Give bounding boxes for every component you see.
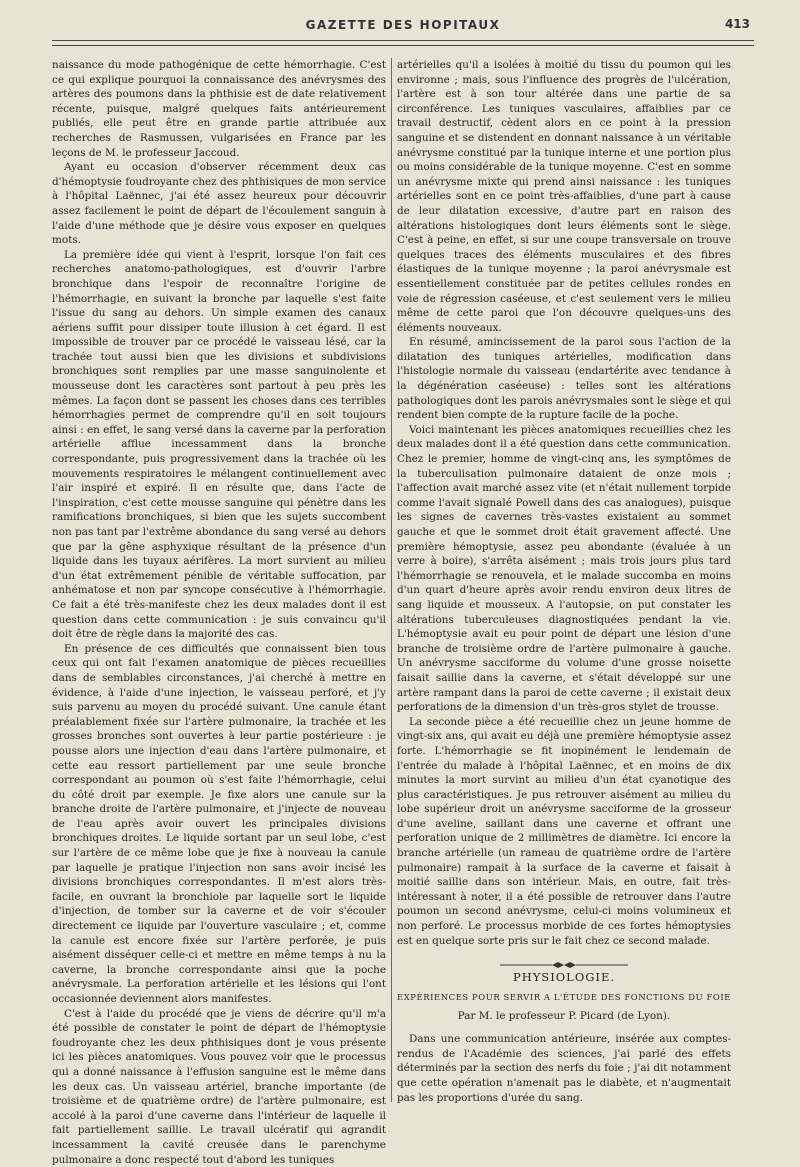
ornament-rule-icon — [494, 960, 634, 970]
section-author: Par M. le professeur P. Picard (de Lyon). — [397, 1010, 731, 1022]
paragraph: La seconde pièce a été recueillie chez un jeune homme de vingt-six ans, qui avait eu déjà une première hémoptysie assez forte. L'hémorrhagie se fit inopinément le lendemain de l'entrée du malade à l'hôpital Laënnec, et en moins de dix minutes la mort survint au milieu d'un état cyanotique des plus caractéristiques. Je pus retrouver aisément au milieu du lobe supérieur droit un anévrysme sacciforme de la grosseur d'une aveline, saillant dans une caverne et offrant une perforation unique de 2 millimètres de diamètre. Ici encore la branche artérielle (un rameau de quatrième ordre de l'artère pulmonaire) rampait à la surface de la caverne et faisait à moitié saillie dans son intérieur. Mais, en outre, fait très-intéressant à noter, il a été possible de retrouver dans l'autre poumon un second anévrysme, celui-ci moins volumineux et non perforé. Le processus morbide de ces fortes hémoptysies est en quelque sorte pris sur le fait chez ce second malade. — [397, 715, 731, 949]
section-title: PHYSIOLOGIE. — [397, 970, 731, 984]
paragraph: En résumé, amincissement de la paroi sous l'action de la dilatation des tuniques artérielles, modification dans l'histologie normale du vaisseau (endartérite avec tendance à la dégénération caséeuse) : telles sont les altérations pathologiques dont les parois anévrysmales sont le siège et qui rendent bien compte de la rupture facile de la poche. — [397, 335, 731, 423]
paragraph: En présence de ces difficultés que connaissent bien tous ceux qui ont fait l'examen anatomique de pièces recueillies dans de semblables circonstances, j'ai cherché à mettre en évidence, à l'aide d'une injection, le vaisseau perforé, et j'y suis parvenu au moyen du procédé suivant. Une canule étant préalablement fixée sur l'artère pulmonaire, la trachée et les grosses bronches sont ouvertes à leur partie postérieure : je pousse alors une injection d'eau dans l'artère pulmonaire, et cette eau ressort partiellement par une seule bronche correspondant au poumon où s'est faite l'hémorrhagie, celui du côté droit par exemple. Je fixe alors une canule sur la branche droite de l'artère pulmonaire, et j'injecte de nouveau de l'eau après avoir ouvert les principales divisions bronchiques droites. Le liquide sortant par un seul lobe, c'est sur l'artère de ce même lobe que je fixe à nouveau la canule par laquelle je pratique l'injection non sans avoir incisé les divisions bronchiques correspondantes. Il m'est alors très-facile, en ouvrant la bronchiole par laquelle sort le liquide d'injection, de tomber sur la caverne et de voir s'écouler directement ce liquide par l'ouverture vasculaire ; et, comme la canule est encore fixée sur l'artère perforée, je puis aisément disséquer celle-ci et mettre en même temps à nu la caverne, la bronche correspondante ainsi que la poche anévrysmale. La perforation artérielle et les lésions qui l'ont occasionnée deviennent alors manifestes. — [52, 642, 386, 1007]
article-columns — [52, 58, 754, 1102]
paragraph: Voici maintenant les pièces anatomiques recueillies chez les deux malades dont il a été question dans cette communication. Chez le premier, homme de vingt-cinq ans, les symptômes de la tuberculisation pulmonaire dataient de onze mois ; l'affection avait marché assez vite (et n'était nullement torpide comme l'avait signalé Powell dans des cas analogues), puisque les signes de cavernes très-vastes existaient au sommet gauche et que le sommet droit était gravement affecté. Une première hémoptysie, assez peu abondante (évaluée à un verre à boire), s'arrêta aisément ; mais trois jours plus tard l'hémorrhagie se renouvela, et le malade succomba en moins d'un quart d'heure après avoir rendu environ deux litres de sang liquide et mousseux. A l'autopsie, on put constater les altérations tuberculeuses diagnostiquées pendant la vie. L'hémoptysie avait eu pour point de départ une lésion d'une branche de troisième ordre de l'artère pulmonaire à gauche. Un anévrysme sacciforme du volume d'une grosse noisette faisait saillie dans la caverne, et s'était développé sur une artère rampant dans la paroi de cette caverne ; il existait deux perforations de la dimension d'un très-gros stylet de trousse. — [397, 423, 731, 715]
paragraph: C'est à l'aide du procédé que je viens de décrire qu'il m'a été possible de constater le point de départ de l'hémoptysie foudroyante chez les deux phthisiques dont je vous présente ici les pièces anatomiques. Vous pouvez voir que le processus qui a donné naissance à l'effusion sanguine est le même dans les deux cas. Un vaisseau artériel, branche importante (de troisième et de quatrième ordre) de l'artère pulmonaire, est accolé à la paroi d'une caverne dans l'intérieur de laquelle il fait partiellement saillie. Le travail ulcératif qui agrandit incessamment la cavité creusée dans le parenchyme pulmonaire a donc respecté tout d'abord les tuniques — [52, 1007, 386, 1167]
page-number: 413 — [725, 17, 750, 31]
header-rule — [52, 40, 754, 46]
column-divider — [386, 58, 397, 1102]
paragraph: artérielles qu'il a isolées à moitié du tissu du poumon qui les environne ; mais, sous l'influence des progrès de l'ulcération, l'artère est à son tour altérée dans une partie de sa circonférence. Les tuniques vasculaires, affaiblies par ce travail destructif, cèdent alors en ce point à la pression sanguine et se distendent en donnant naissance à un véritable anévrysme constitué par la tunique interne et une portion plus ou moins considérable de la tunique moyenne. C'est en somme un anévrysme mixte qui prend ainsi naissance : les tuniques artérielles sont en ce point très-affaiblies, d'une part à cause de leur dilatation excessive, d'autre part en raison des altérations histologiques dont leurs éléments sont le siège. C'est à peine, en effet, si sur une coupe transversale on trouve quelques traces des éléments musculaires et des fibres élastiques de la tunique moyenne ; la paroi anévrysmale est essentiellement constituée par de petites cellules rondes en voie de régression caséeuse, et c'est seulement vers le milieu même de cette paroi que l'on découvre quelques-uns des éléments nouveaux. — [397, 58, 731, 335]
paragraph: Dans une communication antérieure, insérée aux comptes-rendus de l'Académie des sciences, j'ai parlé des effets déterminés par la section des nerfs du foie ; j'ai dit notamment que cette opération n'amenait pas le diabète, et n'augmentait pas les proportions d'urée du sang. — [397, 1032, 731, 1105]
right-column — [397, 58, 731, 1102]
section-ornament — [397, 955, 731, 965]
paragraph: naissance du mode pathogénique de cette hémorrhagie. C'est ce qui explique pourquoi la connaissance des anévrysmes des artères des poumons dans la phthisie est de date relativement récente, puisque, malgré quelques faits antérieurement publiés, elle peut être en grande partie attribuée aux recherches de Rasmussen, vulgarisées en France par les leçons de M. le professeur Jaccoud. — [52, 58, 386, 160]
left-column — [52, 58, 386, 1102]
journal-title: GAZETTE DES HOPITAUX — [52, 18, 754, 32]
paragraph: Ayant eu occasion d'observer récemment deux cas d'hémoptysie foudroyante chez des phthisiques de mon service à l'hôpital Laënnec, j'ai été assez heureux pour découvrir assez facilement le point de départ de l'écoulement sanguin à l'aide d'une méthode que je désire vous exposer en quelques mots. — [52, 160, 386, 248]
page-header — [52, 0, 754, 38]
paragraph: La première idée qui vient à l'esprit, lorsque l'on fait ces recherches anatomo-pathologiques, est d'ouvrir l'arbre bronchique dans l'espoir de reconnaître l'origine de l'hémorrhagie, en suivant la bronche par laquelle s'est faite l'issue du sang au dehors. Un simple examen des canaux aériens suffit pour dissiper toute illusion à cet égard. Il est impossible de trouver par ce procédé le vaisseau lésé, car la trachée tout aussi bien que les divisions et subdivisions bronchiques sont remplies par une masse sanguinolente et mousseuse dont les caractères sont partout à peu près les mêmes. La façon dont se passent les choses dans ces terribles hémorrhagies permet de comprendre qu'il en soit toujours ainsi : en effet, le sang versé dans la caverne par la perforation artérielle afflue incessamment dans la bronche correspondante, puis progressivement dans la trachée où les mouvements respiratoires le mélangent continuellement avec l'air inspiré et expiré. Il en résulte que, dans l'acte de l'inspiration, c'est cette mousse sanguine qui pénètre dans les ramifications bronchiques, si bien que les sujets succombent non pas tant par l'extrême abondance du sang versé au dehors que par la gêne asphyxique résultant de la présence d'un liquide dans les tuyaux aérifères. La mort survient au milieu d'un état extrêmement pénible de véritable suffocation, par anhématose et non par syncope consécutive à l'hémorrhagie. Ce fait a été très-manifeste chez les deux malades dont il est question dans cette communication : je suis convaincu qu'il doit être de règle dans la majorité des cas. — [52, 248, 386, 642]
section-subtitle: EXPÉRIENCES POUR SERVIR A L'ÉTUDE DES FONCTIONS DU FOIE — [397, 992, 731, 1002]
